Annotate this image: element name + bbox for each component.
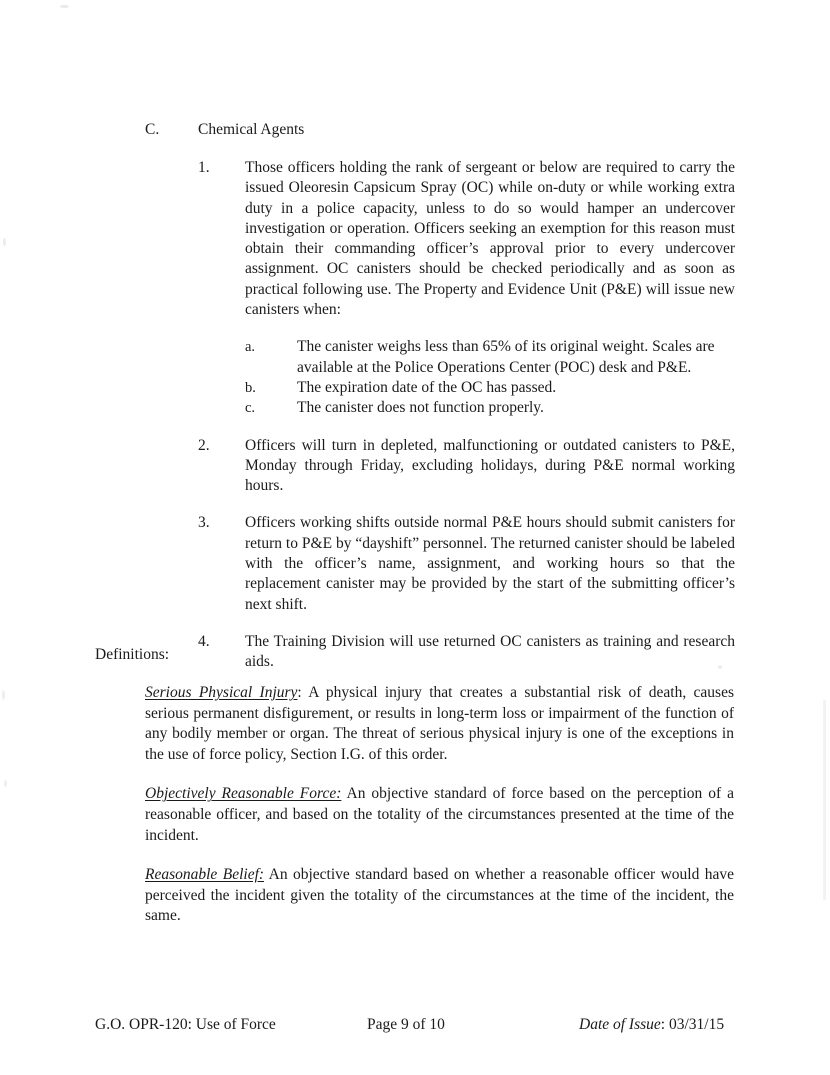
section-title: Chemical Agents bbox=[198, 121, 305, 138]
numbered-item bbox=[198, 436, 735, 497]
definition-text: A physical injury that creates a substantial risk of death, causes serious permanent disfigurement, or results in long-term loss or impairment of the function of any bodily member or organ. The threat of serious physical injury is one of the exceptions in the use of force policy, Section I.G. of this order. bbox=[145, 684, 734, 763]
numbered-list bbox=[198, 158, 735, 673]
numbered-item-marker: 1. bbox=[198, 159, 210, 176]
definition-entry bbox=[145, 683, 734, 765]
numbered-item-text: Officers will turn in depleted, malfunctioning or outdated canisters to P&E, Monday through Friday, excluding holidays, during P&E normal working hours. bbox=[245, 436, 735, 495]
numbered-item-text: Those officers holding the rank of sergeant or below are required to carry the issued Oleoresin Capsicum Spray (OC) while on-duty or while working extra duty in a police capacity, unless to do so would hamper an undercover investigation or operation. Officers seeking an exemption for this reason must obtain their commanding officer’s approval prior to every undercover assignment. OC canisters should be checked periodically and as soon as practical following use. The Property and Evidence Unit (P&E) will issue new canisters when: bbox=[245, 159, 735, 319]
footer-date-of-issue bbox=[579, 1014, 724, 1036]
scan-artifact bbox=[3, 238, 6, 246]
footer-date-value: : 03/31/15 bbox=[660, 1016, 725, 1033]
definition-text: An objective standard based on whether a reasonable officer would have perceived the incident given the totality of the circumstances at the time of the incident, the same. bbox=[145, 866, 734, 925]
numbered-item-text: The Training Division will use returned OC canisters as training and research aids. bbox=[245, 632, 735, 671]
scan-artifact bbox=[2, 690, 5, 700]
scan-artifact bbox=[60, 5, 69, 8]
numbered-item bbox=[198, 513, 735, 614]
page-footer bbox=[95, 1014, 735, 1036]
lettered-item bbox=[245, 337, 735, 378]
definitions-label: Definitions: bbox=[95, 646, 170, 663]
definition-entry bbox=[145, 784, 734, 846]
definition-term: Objectively Reasonable Force: bbox=[145, 785, 342, 803]
definition-separator: : bbox=[297, 684, 309, 701]
footer-page-number: Page 9 of 10 bbox=[367, 1016, 445, 1033]
lettered-item-marker: c. bbox=[245, 400, 256, 417]
numbered-item-marker: 3. bbox=[198, 514, 210, 532]
lettered-item bbox=[245, 398, 735, 418]
footer-document-id: G.O. OPR-120: Use of Force bbox=[95, 1016, 276, 1033]
definition-term: Serious Physical Injury bbox=[145, 684, 298, 701]
numbered-item-body bbox=[245, 436, 735, 497]
lettered-item-marker: b. bbox=[245, 379, 256, 396]
numbered-item bbox=[198, 632, 735, 673]
numbered-item-body bbox=[245, 158, 735, 419]
lettered-item-text: The canister does not function properly. bbox=[297, 399, 544, 417]
definitions-list bbox=[145, 683, 734, 927]
lettered-item-text: The expiration date of the OC has passed. bbox=[297, 378, 557, 396]
scan-artifact bbox=[823, 700, 826, 900]
lettered-item-marker: a. bbox=[245, 339, 256, 356]
section-marker: C. bbox=[145, 121, 160, 138]
numbered-item-body bbox=[245, 513, 735, 614]
lettered-item-text: The canister weighs less than 65% of its original weight. Scales are available at the Police Operations Center (POC) desk and P&E. bbox=[297, 338, 715, 376]
lettered-sublist bbox=[245, 337, 735, 418]
numbered-item-text: Officers working shifts outside normal P&E hours should submit canisters for return to P&E by “dayshift” personnel. The returned canister should be labeled with the officer’s name, assignment, and working hours so that the replacement canister may be provided by the start of the submitting officer’s next shift. bbox=[245, 514, 735, 613]
numbered-item-body bbox=[245, 632, 735, 673]
footer-date-label: Date of Issue bbox=[579, 1016, 661, 1033]
definition-entry bbox=[145, 865, 734, 927]
scan-artifact bbox=[4, 780, 7, 787]
numbered-item bbox=[198, 158, 735, 419]
definition-text: An objective standard of force based on the perception of a reasonable officer, and based on the totality of the circumstances presented at the time of the incident. bbox=[145, 785, 734, 844]
section-heading bbox=[145, 120, 735, 140]
lettered-item bbox=[245, 378, 735, 398]
numbered-item-marker: 2. bbox=[198, 436, 210, 454]
numbered-item-marker: 4. bbox=[198, 632, 210, 650]
definition-term: Reasonable Belief: bbox=[145, 866, 265, 884]
